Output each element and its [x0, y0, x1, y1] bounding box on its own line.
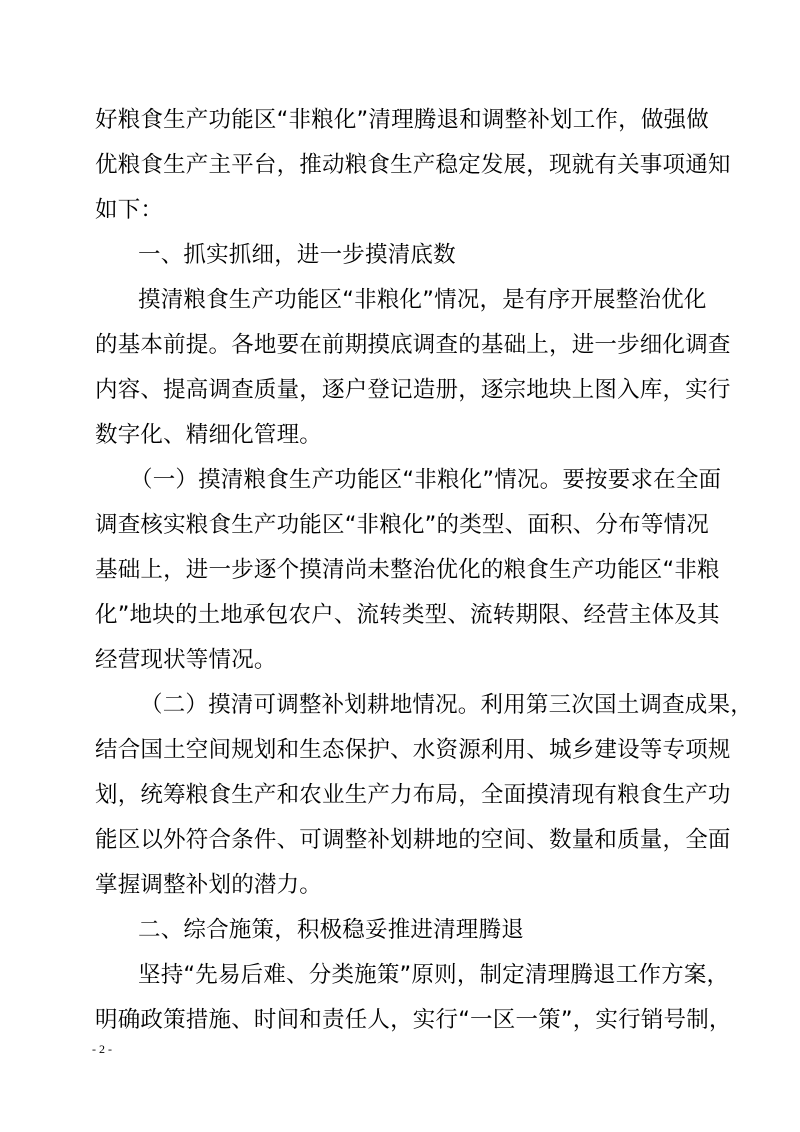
body-text-line: 化”地块的土地承包农户、流转类型、流转期限、经营主体及其: [95, 602, 720, 628]
body-text-line: 优粮食生产主平台，推动粮食生产稳定发展，现就有关事项通知: [95, 152, 731, 178]
body-text-line: 好粮食生产功能区“非粮化”清理腾退和调整补划工作，做强做: [95, 107, 709, 133]
body-text-line: 明确政策措施、时间和责任人，实行“一区一策”，实行销号制，: [95, 1007, 732, 1033]
subsection-text-line: （二）摸清可调整补划耕地情况。利用第三次国土调查成果，: [140, 692, 753, 718]
body-text-line: 内容、提高调查质量，逐户登记造册，逐宗地块上图入库，实行: [95, 377, 731, 403]
section-heading: 二、综合施策，积极稳妥推进清理腾退: [138, 917, 524, 943]
body-text-line: 如下：: [95, 197, 164, 223]
body-text-line: 经营现状等情况。: [95, 647, 277, 673]
body-text-line: 掌握调整补划的潜力。: [95, 872, 323, 898]
body-text-line: 坚持“先易后难、分类施策”原则，制定清理腾退工作方案，: [138, 962, 730, 988]
body-text-line: 调查核实粮食生产功能区“非粮化”的类型、面积、分布等情况: [95, 512, 709, 538]
body-text-line: 划，统筹粮食生产和农业生产力布局，全面摸清现有粮食生产功: [95, 782, 731, 808]
subsection-text-line: （一）摸清粮食生产功能区“非粮化”情况。要按要求在全面: [130, 467, 722, 493]
body-text-line: 结合国土空间规划和生态保护、水资源利用、城乡建设等专项规: [95, 737, 731, 763]
body-text-line: 基础上，进一步逐个摸清尚未整治优化的粮食生产功能区“非粮: [95, 557, 720, 583]
body-text-line: 能区以外符合条件、可调整补划耕地的空间、数量和质量，全面: [95, 827, 731, 853]
section-heading: 一、抓实抓细，进一步摸清底数: [138, 242, 456, 268]
body-text-line: 的基本前提。各地要在前期摸底调查的基础上，进一步细化调查: [95, 332, 731, 358]
page-number: - 2 -: [92, 1042, 112, 1056]
body-text-line: 摸清粮食生产功能区“非粮化”情况，是有序开展整治优化: [138, 287, 707, 313]
body-text-line: 数字化、精细化管理。: [95, 422, 323, 448]
